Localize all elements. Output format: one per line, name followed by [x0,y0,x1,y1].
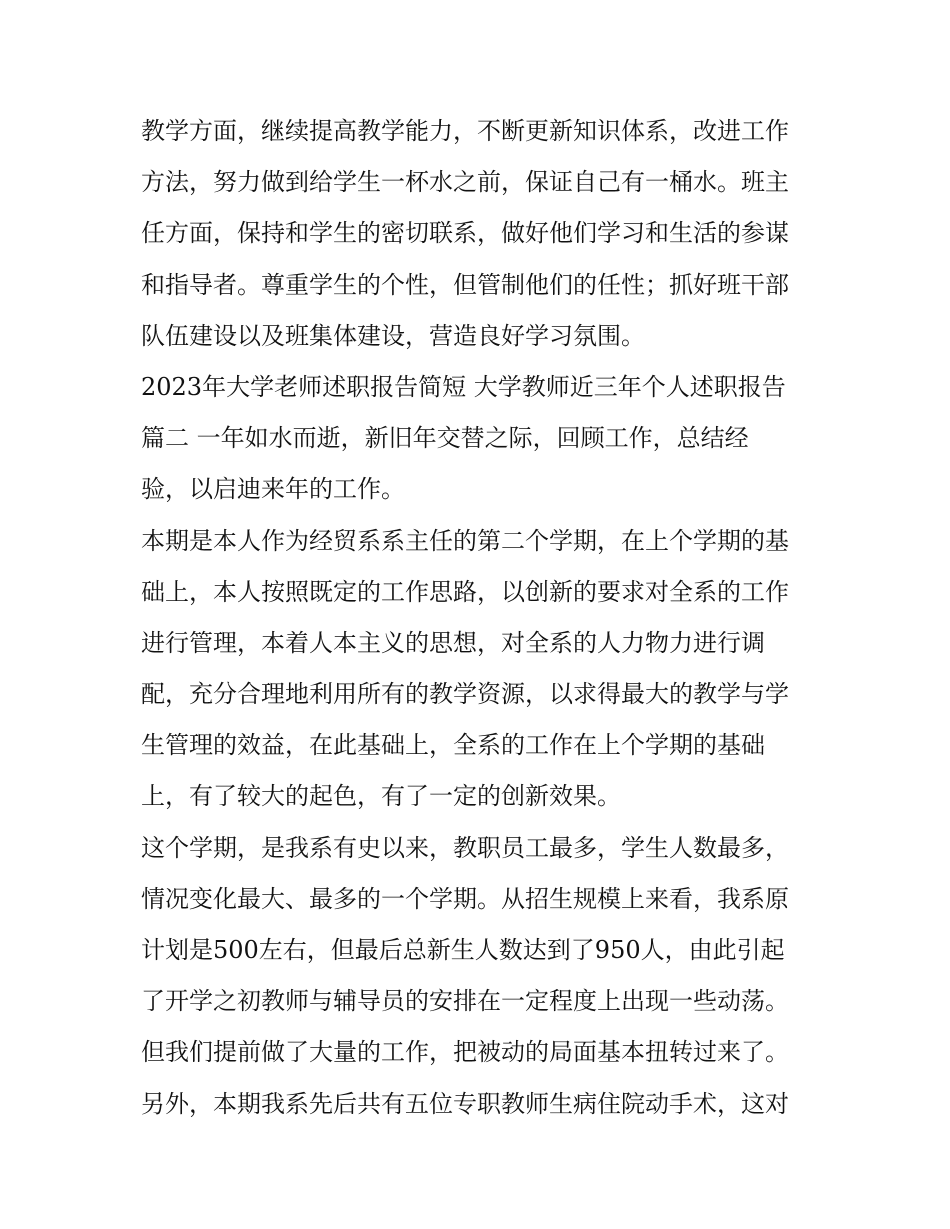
text-line: 配，充分合理地利用所有的教学资源，以求得最大的教学与学 [141,680,789,709]
text-line: 本期是本人作为经贸系系主任的第二个学期，在上个学期的基 [141,526,789,555]
text-line: 验，以启迪来年的工作。 [141,475,405,504]
body-text [141,106,821,1130]
text-line: 了开学之初教师与辅导员的安排在一定程度上出现一些动荡。 [141,987,789,1016]
text-line: 础上，本人按照既定的工作思路，以创新的要求对全系的工作 [141,577,789,606]
text-line: 队伍建设以及班集体建设，营造良好学习氛围。 [141,321,645,350]
text-line: 教学方面，继续提高教学能力，不断更新知识体系，改进工作 [141,117,789,145]
text-line: 计划是500左右，但最后总新生人数达到了950人，由此引起 [141,936,785,964]
text-line: 但我们提前做了大量的工作，把被动的局面基本扭转过来了。 [141,1038,789,1067]
text-line: 进行管理，本着人本主义的思想，对全系的人力物力进行调 [141,628,765,657]
text-line: 和指导者。尊重学生的个性，但管制他们的任性；抓好班干部 [141,270,789,299]
heading-line: 2023年大学老师述职报告简短 大学教师近三年个人述职报告 [141,372,786,401]
text-line: 生管理的效益，在此基础上，全系的工作在上个学期的基础 [141,731,765,760]
heading-line: 篇二 一年如水而逝，新旧年交替之际，回顾工作，总结经 [141,424,749,453]
text-line: 任方面，保持和学生的密切联系，做好他们学习和生活的参谋 [141,219,789,248]
text-line: 情况变化最大、最多的一个学期。从招生规模上来看，我系原 [141,884,789,913]
text-line: 上，有了较大的起色，有了一定的创新效果。 [141,782,621,811]
text-line: 另外，本期我系先后共有五位专职教师生病住院动手术，这对 [141,1089,789,1118]
text-line: 方法，努力做到给学生一杯水之前，保证自己有一桶水。班主 [141,168,789,197]
text-line: 这个学期，是我系有史以来，教职员工最多，学生人数最多， [141,833,789,862]
